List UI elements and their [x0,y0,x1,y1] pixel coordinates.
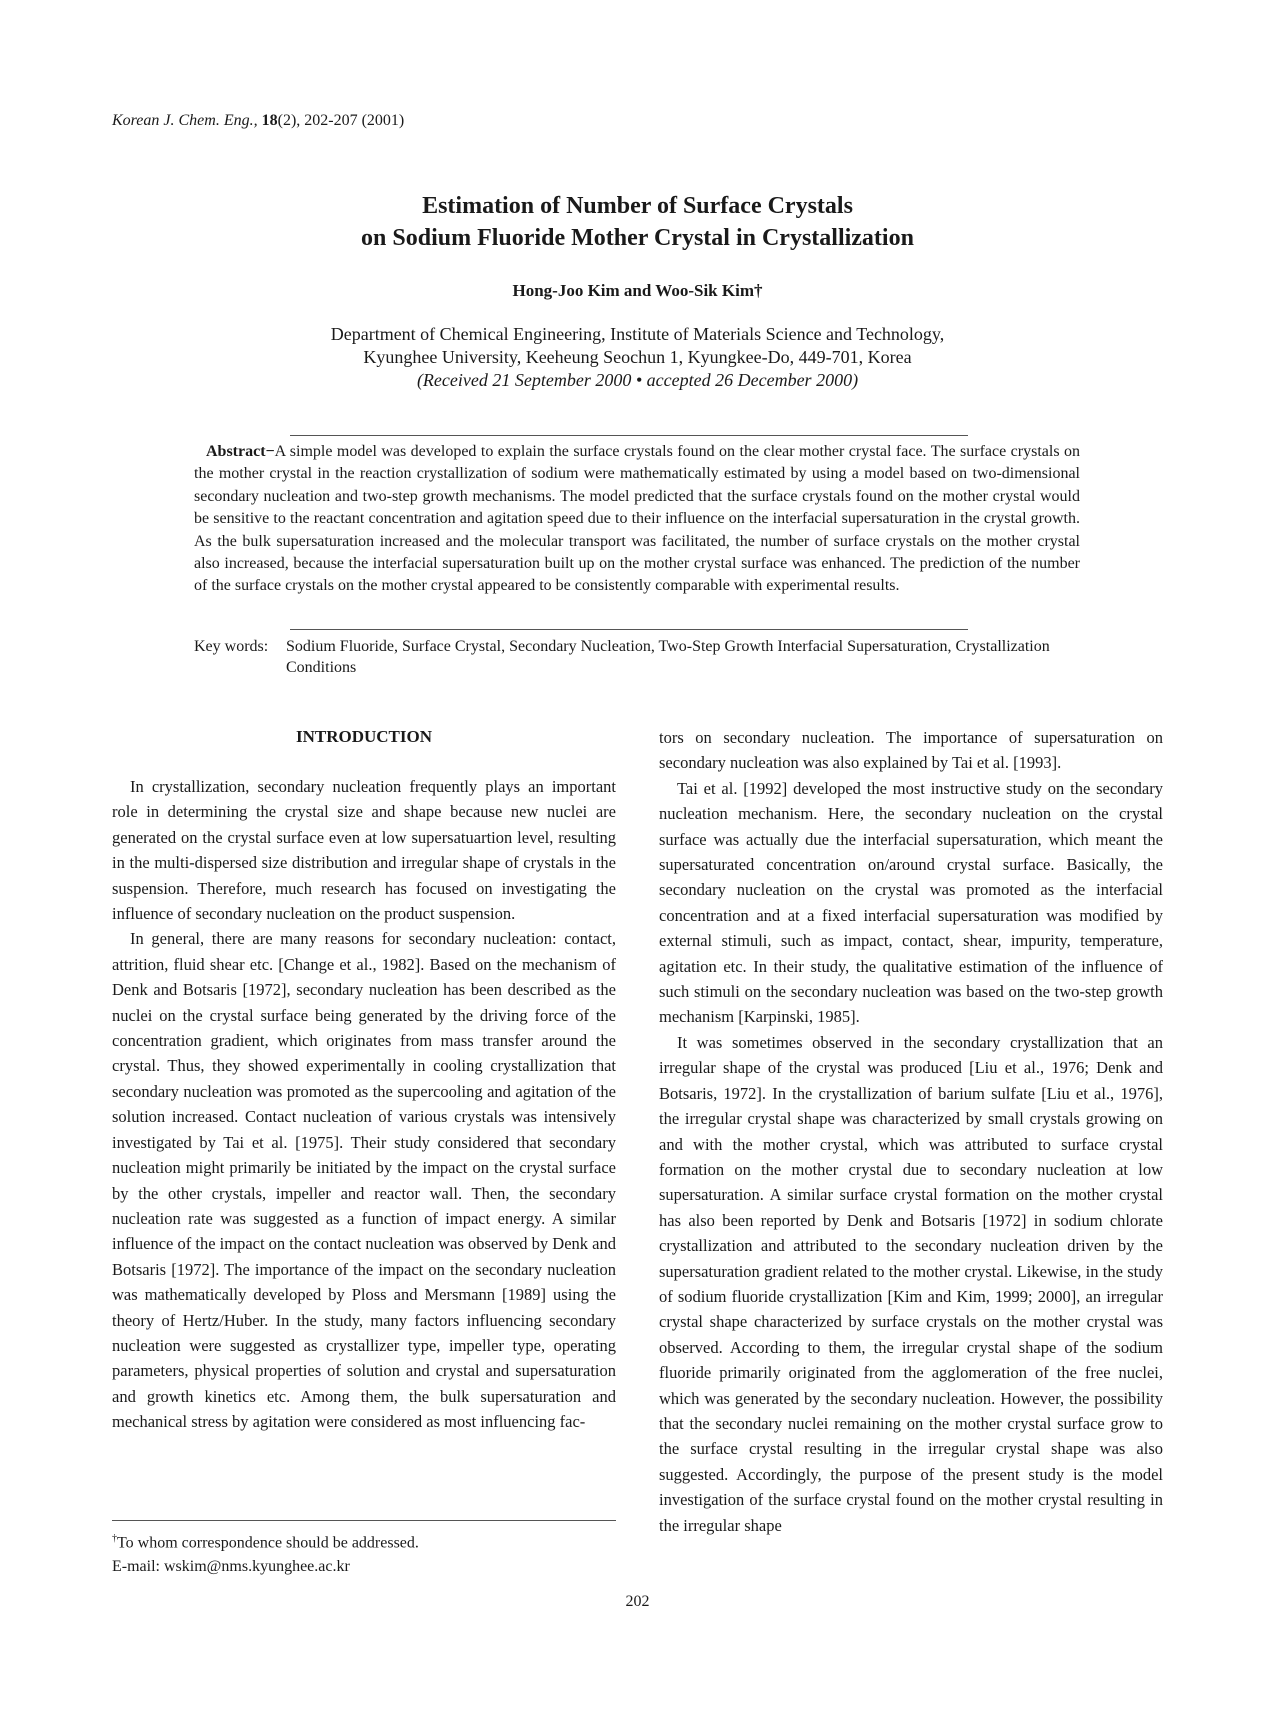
section-heading-introduction: INTRODUCTION [295,727,433,746]
footnote-mark: † [112,1533,117,1544]
abstract-bottom-rule [290,629,968,630]
paragraph: In general, there are many reasons for secondary nucleation: contact, attrition, fluid shear etc. [Change et al., 1982]. Based on the mechanism of Denk and Botsaris [1972], secondary nucleation has been described as the nuclei on the crystal surface being generated by the driving force of the concentration gradient, which originates from mass transfer around the crystal. Thus, they showed experimentally in cooling crystallization that secondary nucleation was promoted as the supercooling and agitation of the solution increased. Contact nucleation of various crystals was intensively investigated by Tai et al. [1975]. Their study considered that secondary nucleation might primarily be initiated by the impact on the crystal surface by the other crystals, impeller and reactor wall. Then, the secondary nucleation rate was suggested as a function of impact energy. A similar influence of the impact on the contact nucleation was observed by Denk and Botsaris [1972]. The importance of the impact on the secondary nucleation was mathematically developed by Ploss and Mersmann [1989] using the theory of Hertz/Huber. In the study, many factors influencing secondary nucleation were suggested as crystallizer type, impeller type, operating parameters, physical properties of solution and crystal and supersaturation and growth kinetics etc. Among them, the bulk supersaturation and mechanical stress by agitation were considered as most influencing fac- [112,929,616,1432]
abstract-text: A simple model was developed to explain the surface crystals found on the clear mother crystal face. The surface crystals on the mother crystal in the reaction crystallization of sodium were mathematically estimated by using a model based on two-dimensional secondary nucleation and two-step growth mechanisms. The model predicted that the surface crystals found on the mother crystal would be sensitive to the reactant concentration and agitation speed due to their influence on the interfacial supersaturation in the crystal growth. As the bulk supersaturation increased and the molecular transport was facilitated, the number of surface crystals on the mother crystal also increased, because the interfacial supersaturation built up on the mother crystal surface was enhanced. The prediction of the number of the surface crystals on the mother crystal appeared to be consistently comparable with experimental results. [194,443,1080,595]
paragraph: In crystallization, secondary nucleation frequently plays an important role in determining the crystal size and shape because new nuclei are generated on the crystal surface even at low supersatuartion level, resulting in the multi-dispersed size distribution and irregular shape of crystals in the suspension. Therefore, much research has focused on investigating the influence of secondary nucleation on the product suspension. [112,777,616,924]
authors: Hong-Joo Kim and Woo-Sik Kim† [512,281,763,300]
right-column [659,725,1163,1538]
abstract-top-rule [290,435,968,436]
footnote [112,1527,616,1579]
journal-issue-pages: (2), 202-207 (2001) [277,112,405,129]
abstract-label: Abstract− [206,443,275,460]
paragraph: It was sometimes observed in the secondary crystallization that an irregular shape of the crystal was produced [Liu et al., 1976; Denk and Botsaris, 1972]. In the crystallization of barium sulfate [Liu et al., 1976], the irregular crystal shape was characterized by small crystals growing on and with the mother crystal, which was attributed to surface crystal formation on the mother crystal due to secondary nucleation at low supersaturation. A similar surface crystal formation on the mother crystal has also been reported by Denk and Botsaris [1972] in sodium chlorate crystallization and attributed to the secondary nucleation driven by the supersaturation gradient related to the mother crystal. Likewise, in the study of sodium fluoride crystallization [Kim and Kim, 1999; 2000], an irregular crystal shape characterized by surface crystals on the mother crystal was observed. According to them, the irregular crystal shape of the sodium fluoride primarily originated from the agglomeration of the free nuclei, which was generated by the secondary nucleation. However, the possibility that the secondary nuclei remaining on the mother crystal surface grow to the surface crystal resulting in the irregular crystal shape was also suggested. Accordingly, the purpose of the present study is the model investigation of the surface crystal found on the mother crystal resulting in the irregular shape [659,1032,1163,1535]
footnote-email: E-mail: wskim@nms.kyunghee.ac.kr [112,1558,350,1576]
keywords-text: Sodium Fluoride, Surface Crystal, Secondary Nucleation, Two-Step Growth Interfacial Supersaturation, Crystallization Conditions [286,638,1050,676]
keywords-label: Key words: [194,638,269,655]
journal-volume: 18 [261,112,278,129]
title-line-1: Estimation of Number of Surface Crystals [422,193,853,219]
keywords [194,636,1080,678]
affiliation [0,323,1275,392]
page-number: 202 [625,1593,650,1610]
title-line-2: on Sodium Fluoride Mother Crystal in Crystallization [361,225,914,251]
affiliation-line-2: Kyunghee University, Keeheung Seochun 1, Kyungkee-Do, 449-701, Korea [363,347,912,367]
paragraph: Tai et al. [1992] developed the most instructive study on the secondary nucleation mechanism. Here, the secondary nucleation on the crystal surface was actually due the interfacial supersaturation, which meant the supersaturated concentration on/around crystal surface. Basically, the secondary nucleation on the crystal was promoted as the interfacial concentration and at a fixed interfacial supersaturation was modified by external stimuli, such as impact, contact, shear, impurity, temperature, agitation etc. In their study, the qualitative estimation of the influence of such stimuli on the secondary nucleation was based on the two-step growth mechanism [Karpinski, 1985]. [659,778,1163,1027]
affiliation-line-1: Department of Chemical Engineering, Institute of Materials Science and Technology, [330,324,945,344]
paragraph: tors on secondary nucleation. The importance of supersaturation on secondary nucleation was also explained by Tai et al. [1993]. [659,728,1163,773]
journal-name: Korean J. Chem. Eng., [112,112,258,129]
paper-title [0,190,1275,254]
received-dates: (Received 21 September 2000 • accepted 26 December 2000) [416,370,859,390]
abstract [194,441,1080,598]
footnote-correspondence: To whom correspondence should be addressed. [117,1534,419,1552]
left-column [112,774,616,1435]
journal-reference [112,112,404,130]
footnote-rule [112,1520,616,1521]
